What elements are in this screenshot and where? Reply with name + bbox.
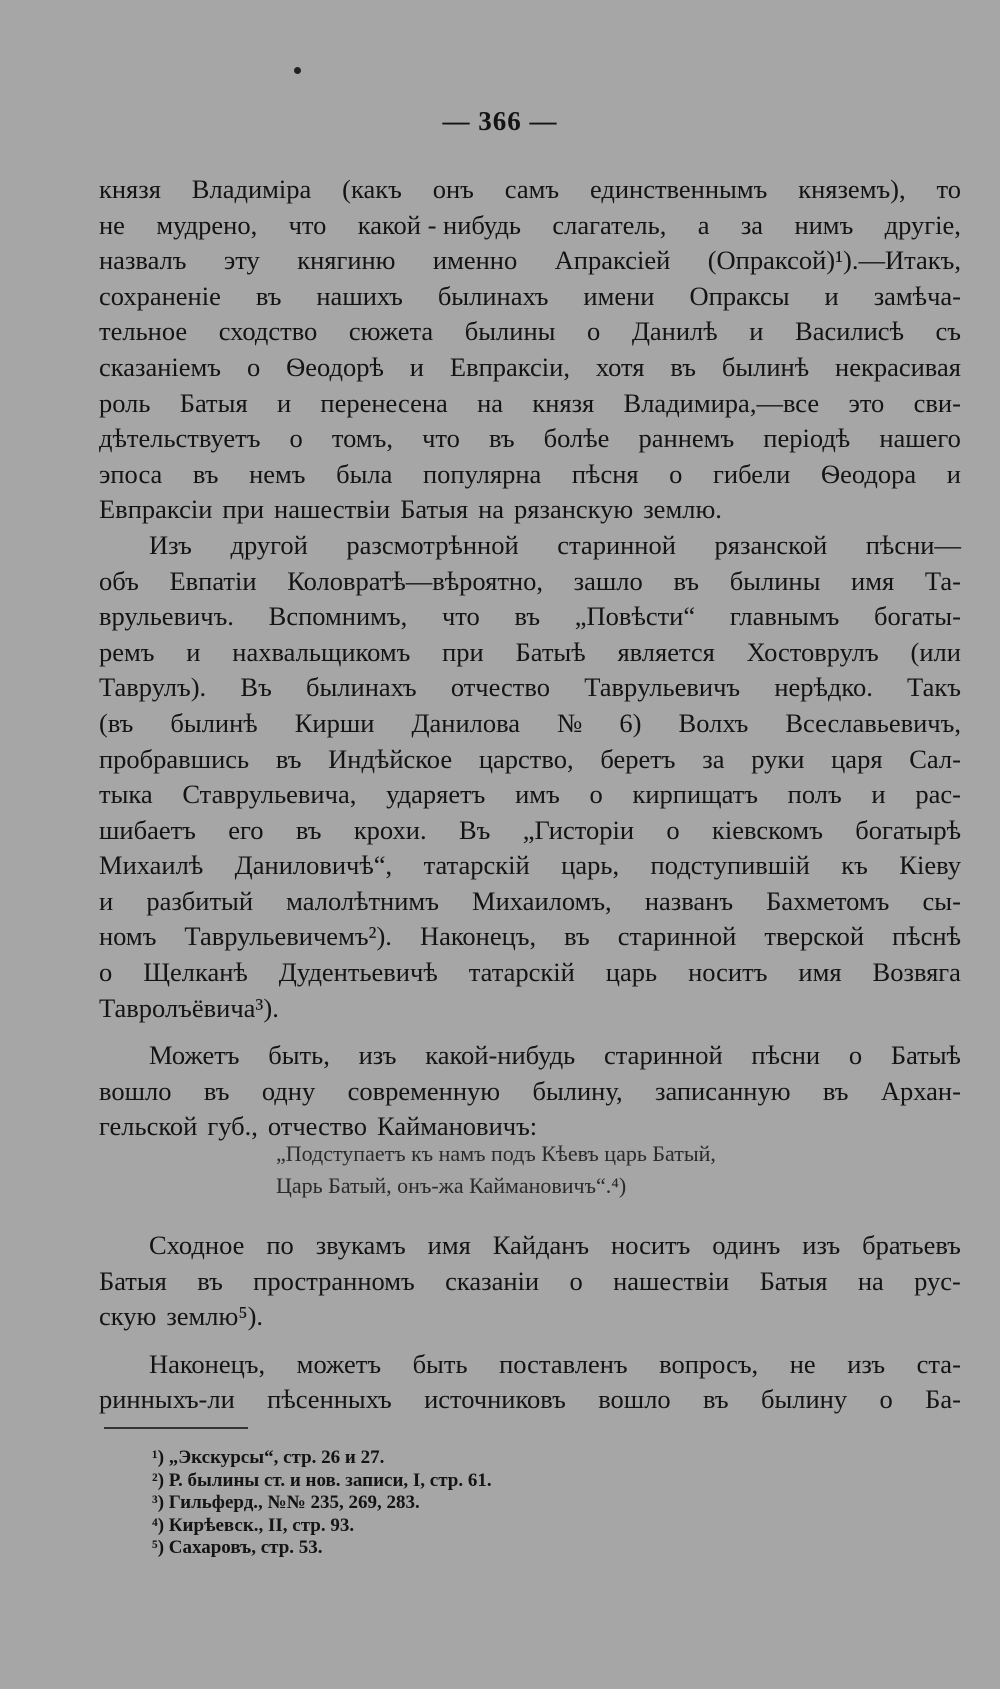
text-line [99, 528, 961, 564]
word: по [266, 1230, 294, 1260]
word: рас- [915, 779, 961, 810]
word: кіевскомъ [712, 814, 823, 845]
text-line [99, 1038, 961, 1074]
word: Василисѣ [795, 316, 904, 347]
word: Хостоврулъ [746, 636, 879, 667]
word: носитъ [688, 957, 768, 988]
word: имя [427, 1230, 471, 1260]
word: является [617, 636, 715, 667]
footnote: ⁴) Кирѣевск., II, стр. 93. [152, 1514, 355, 1536]
word: въ [255, 280, 282, 311]
word: „Повѣсти“ [574, 601, 696, 632]
word: въ [275, 743, 302, 774]
word: царь, [561, 850, 620, 881]
word: некрасивая [835, 351, 961, 382]
word: и [946, 458, 961, 489]
ink-speck [294, 67, 301, 74]
word: томъ, [331, 423, 393, 454]
text-line [99, 350, 961, 386]
text-line [99, 635, 961, 671]
word: записанную [654, 1075, 791, 1106]
text-line [99, 208, 961, 244]
word: не [99, 209, 125, 240]
word: былины [729, 565, 821, 596]
word: носитъ [611, 1230, 691, 1260]
footnote: ³) Гильферд., №№ 235, 269, 283. [152, 1492, 420, 1513]
word: номъ [99, 921, 157, 952]
main-text [99, 172, 961, 1145]
word: вошло [598, 1384, 671, 1415]
word: Тавролъёвича³). [99, 992, 279, 1023]
word: то [936, 174, 961, 204]
word: въ [703, 1384, 729, 1415]
word: Владиміра [191, 174, 312, 204]
word: гельской [99, 1111, 198, 1142]
text-line [99, 172, 961, 208]
word: при [222, 494, 265, 525]
text-line [99, 848, 961, 884]
word: единственнымъ [589, 174, 768, 204]
word: современную [347, 1075, 501, 1106]
word: на [478, 494, 505, 525]
text-line [99, 991, 961, 1027]
word: пѣснѣ [892, 921, 961, 952]
word: какой-нибудь [425, 1040, 576, 1071]
word: ринныхъ-ли [99, 1384, 235, 1415]
text-line [99, 777, 961, 813]
word: о [848, 1040, 863, 1071]
word: онъ [432, 174, 474, 204]
word: Таврульевичемъ²). [184, 921, 392, 952]
word: нашего [879, 423, 961, 454]
text-line [99, 1299, 961, 1335]
word: а [697, 209, 710, 240]
word: пѣсня [571, 458, 639, 489]
word: Батыѣ [515, 636, 586, 667]
word: что [441, 601, 480, 632]
word: быть, [268, 1040, 330, 1071]
word: Кирши [294, 707, 375, 738]
word: (въ [99, 707, 134, 738]
word: Владимира,—все [623, 387, 820, 418]
word: за [702, 743, 725, 774]
word: эту [223, 245, 260, 276]
word: именно [432, 245, 518, 276]
word: былину [760, 1384, 848, 1415]
word: (какъ [342, 174, 402, 204]
word: (Опраксой)¹).—Итакъ, [707, 245, 961, 276]
text-line [99, 243, 961, 279]
word: Михаилѣ [99, 850, 204, 881]
word: о [587, 316, 601, 347]
word: князя [532, 387, 595, 418]
word: Опраксы [689, 280, 790, 311]
text-line [99, 386, 961, 422]
word: Михаиломъ, [472, 885, 612, 916]
word: Наконецъ, [419, 921, 537, 952]
word: Ба- [925, 1384, 961, 1415]
word: татарскій [468, 957, 575, 988]
word: болѣе [543, 423, 610, 454]
word: можетъ [296, 1348, 382, 1379]
word: Въ [240, 672, 272, 703]
word: полъ [787, 779, 842, 810]
word: землю⁵). [166, 1301, 264, 1332]
word: Волхъ [678, 707, 749, 738]
word: татарскій [423, 850, 530, 881]
word: самъ [504, 174, 560, 204]
word: Данилѣ [631, 316, 718, 347]
word: былинѣ [721, 351, 810, 382]
word: періодѣ [763, 423, 851, 454]
text-line [99, 421, 961, 457]
word: рязанскую [514, 494, 634, 525]
word: Дудентьевичѣ [278, 957, 438, 988]
word: Батыя [179, 387, 248, 418]
word: Коловратѣ—вѣроятно, [287, 565, 543, 596]
word: къ [841, 850, 868, 881]
word: какой - нибудь [357, 209, 522, 240]
word: былинахъ [306, 672, 417, 703]
word: Возвяга [872, 957, 961, 988]
word: Даниловичѣ“, [234, 850, 393, 881]
word: за [740, 209, 764, 240]
word: имя [798, 957, 842, 988]
word: малолѣтнимъ [286, 885, 439, 916]
word: шибаетъ [99, 814, 196, 845]
word: быть [412, 1348, 468, 1379]
word: популярна [422, 458, 542, 489]
word: не [789, 1348, 816, 1379]
word: тверской [764, 921, 865, 952]
text-line [99, 279, 961, 315]
word: Такъ [907, 672, 961, 703]
word: Ставрульевича, [182, 779, 357, 810]
word: Батыя [99, 1265, 167, 1296]
footnote: ⁵) Сахаровъ, стр. 53. [152, 1537, 323, 1558]
word: одну [261, 1075, 316, 1106]
word: княгиню [297, 245, 396, 276]
word: Та- [924, 565, 961, 596]
word: имъ [515, 779, 560, 810]
word: Вспомнимъ, [268, 601, 408, 632]
word: сы- [922, 885, 961, 916]
word: въ [822, 1075, 849, 1106]
word: сказаніи [445, 1265, 540, 1296]
word: Ѳеодорѣ [286, 351, 384, 382]
word: пробравшись [99, 743, 250, 774]
word: гибели [713, 458, 791, 489]
word: пѣсни [751, 1040, 821, 1071]
word: ремъ [99, 636, 155, 667]
word: Сходное [149, 1230, 245, 1260]
word: старинной [617, 921, 737, 952]
word: князя [99, 174, 161, 204]
word: старинной [557, 529, 676, 560]
word: богатырѣ [855, 814, 961, 845]
text-line [99, 884, 961, 920]
footnote: ¹) „Экскурсы“, стр. 26 и 27. [152, 1447, 385, 1468]
text-line [99, 457, 961, 493]
footnotes [152, 1447, 492, 1560]
word: нашествіи [274, 494, 391, 525]
word: землю. [643, 494, 722, 525]
text-line [99, 919, 961, 955]
word: въ [670, 351, 696, 382]
word: на [857, 1265, 884, 1296]
word: о [246, 351, 261, 382]
word: о [669, 458, 683, 489]
word: Евпраксіи [99, 494, 213, 525]
text-line [99, 1382, 961, 1418]
word: изъ [847, 1348, 886, 1379]
word: отчество [267, 1111, 367, 1142]
word: о [289, 423, 303, 454]
word: пространномъ [253, 1265, 415, 1296]
word: пѣсенныхъ [267, 1384, 392, 1415]
word: о [99, 957, 113, 988]
word: былины [464, 316, 556, 347]
word: и [824, 280, 839, 311]
word: Всеславьевичъ, [785, 707, 961, 738]
word: нашихъ [316, 280, 403, 311]
verse-quote [276, 1138, 716, 1202]
word: хотя [595, 351, 645, 382]
word: и [871, 779, 886, 810]
text-line [99, 1347, 961, 1383]
main-text-continued [99, 1228, 961, 1418]
word: сказаніемъ [99, 351, 222, 382]
word: въ [564, 921, 590, 952]
word: что [422, 423, 460, 454]
word: на [477, 387, 504, 418]
word: царство, [478, 743, 574, 774]
word: о [666, 814, 680, 845]
word: братьевъ [862, 1230, 961, 1260]
footnote-divider [104, 1427, 248, 1429]
word: и [276, 387, 292, 418]
word: Архан- [880, 1075, 961, 1106]
word: Батыя [400, 494, 469, 525]
word: дѣтельствуетъ [99, 423, 261, 454]
word: врульевичъ. [99, 601, 234, 632]
word: рязанской [714, 529, 828, 560]
word: о [589, 779, 603, 810]
word: перенесена [320, 387, 448, 418]
text-line [99, 955, 961, 991]
word: старинной [604, 1040, 723, 1071]
word: съ [935, 316, 961, 347]
word: названъ [644, 885, 734, 916]
paragraph-1 [99, 172, 961, 528]
word: разсмотрѣнной [346, 529, 519, 560]
text-line [99, 706, 961, 742]
text-line [99, 314, 961, 350]
word: губ., [207, 1111, 258, 1142]
word: эпоса [99, 458, 163, 489]
word: и [186, 636, 201, 667]
word: и [409, 351, 424, 382]
word: Данилова [411, 707, 521, 738]
word: Каймановичъ: [377, 1111, 538, 1142]
word: о [569, 1265, 583, 1296]
word: Кіеву [899, 850, 961, 881]
word: крохи. [353, 814, 427, 845]
word: была [336, 458, 393, 489]
word: кирпищатъ [632, 779, 758, 810]
word: въ [203, 1075, 230, 1106]
word: имени [583, 280, 655, 311]
word: руки [751, 743, 805, 774]
word: нерѣдко. [774, 672, 873, 703]
word: Изъ [149, 529, 192, 560]
word: 6) [619, 707, 642, 738]
word: вошло [99, 1075, 172, 1106]
word: въ [197, 1265, 223, 1296]
word: при [442, 636, 484, 667]
word: Кайданъ [492, 1230, 590, 1260]
word: и [99, 885, 114, 916]
word: богаты- [874, 601, 961, 632]
word: Щелканѣ [143, 957, 248, 988]
word: ста- [916, 1348, 961, 1379]
word: назвалъ [99, 245, 187, 276]
word: поставленъ [499, 1348, 628, 1379]
text-line [99, 742, 961, 778]
word: княземъ), [798, 174, 906, 204]
word: звукамъ [315, 1230, 406, 1260]
word: Евпраксіи, [449, 351, 570, 382]
verse-line: „Подступаетъ къ намъ подъ Кѣевъ царь Батый, [276, 1141, 716, 1166]
word: Бахметомъ [766, 885, 890, 916]
word: замѣча- [873, 280, 961, 311]
word: о [879, 1384, 893, 1415]
word: нахвальщикомъ [232, 636, 411, 667]
word: другіе, [884, 209, 961, 240]
text-line [99, 564, 961, 600]
text-line [99, 1074, 961, 1110]
word: тыка [99, 779, 153, 810]
word: сохраненіе [99, 280, 221, 311]
text-line [99, 670, 961, 706]
word: царя [831, 743, 883, 774]
text-line [99, 813, 961, 849]
word: и [749, 316, 764, 347]
word: „Гисторіи [522, 814, 635, 845]
word: слагатель, [552, 209, 667, 240]
word: былинахъ [437, 280, 549, 311]
word: ударяетъ [386, 779, 486, 810]
word: въ [192, 458, 219, 489]
paragraph-2 [99, 528, 961, 1038]
word: сюжета [348, 316, 434, 347]
paragraph-4 [99, 1228, 961, 1347]
word: нимъ [794, 209, 854, 240]
word: Тавpульевичъ [584, 672, 741, 703]
word: въ [514, 601, 541, 632]
word: зашло [573, 565, 643, 596]
word: что [288, 209, 327, 240]
word: въ [489, 423, 515, 454]
word: мудрено, [156, 209, 258, 240]
text-line [99, 599, 961, 635]
word: въ [295, 814, 322, 845]
word: нашествіи [613, 1265, 730, 1296]
word: вопросъ, [659, 1348, 759, 1379]
text-line [99, 1264, 961, 1300]
word: отчество [450, 672, 550, 703]
word: Ѳеодора [820, 458, 917, 489]
word: его [228, 814, 264, 845]
word: роль [99, 387, 151, 418]
word: подступившій [650, 850, 810, 881]
word: Можетъ [149, 1040, 240, 1071]
word: (или [910, 636, 961, 667]
word: другой [230, 529, 308, 560]
word: Наконецъ, [149, 1348, 266, 1379]
word: № [557, 707, 583, 738]
verse-line: Царь Батый, онъ-жа Каймановичъ“.⁴) [276, 1173, 627, 1198]
word: раннемъ [638, 423, 735, 454]
word: немъ [249, 458, 306, 489]
word: главнымъ [729, 601, 840, 632]
word: царь [605, 957, 658, 988]
text-line [99, 1228, 961, 1264]
word: источниковъ [424, 1384, 566, 1415]
word: сви- [913, 387, 961, 418]
word: сходство [218, 316, 318, 347]
word: Индѣйское [328, 743, 453, 774]
word: Таврулъ). [99, 672, 207, 703]
word: пѣсни— [865, 529, 961, 560]
page-number: — 366 — [442, 106, 558, 136]
footnote: ²) Р. былины ст. и нов. записи, I, стр. 61. [152, 1469, 492, 1491]
word: Евпатіи [169, 565, 257, 596]
paragraph-3 [99, 1038, 961, 1145]
word: объ [99, 565, 139, 596]
word: рус- [914, 1265, 961, 1296]
word: разбитый [146, 885, 254, 916]
word: скую [99, 1301, 157, 1332]
word: Сал- [909, 743, 961, 774]
word: Батыя [759, 1265, 828, 1296]
word: изъ [358, 1040, 397, 1071]
paragraph-5 [99, 1347, 961, 1418]
text-line [99, 492, 961, 528]
word: былину, [532, 1075, 623, 1106]
word: Батыѣ [890, 1040, 961, 1071]
word: изъ [802, 1230, 841, 1260]
word: былинѣ [170, 707, 258, 738]
word: одинъ [712, 1230, 781, 1260]
word: Апраксіей [554, 245, 671, 276]
word: тельное [99, 316, 188, 347]
word: въ [673, 565, 700, 596]
word: беретъ [600, 743, 676, 774]
word: имя [851, 565, 895, 596]
word: это [848, 387, 885, 418]
word: Въ [458, 814, 491, 845]
